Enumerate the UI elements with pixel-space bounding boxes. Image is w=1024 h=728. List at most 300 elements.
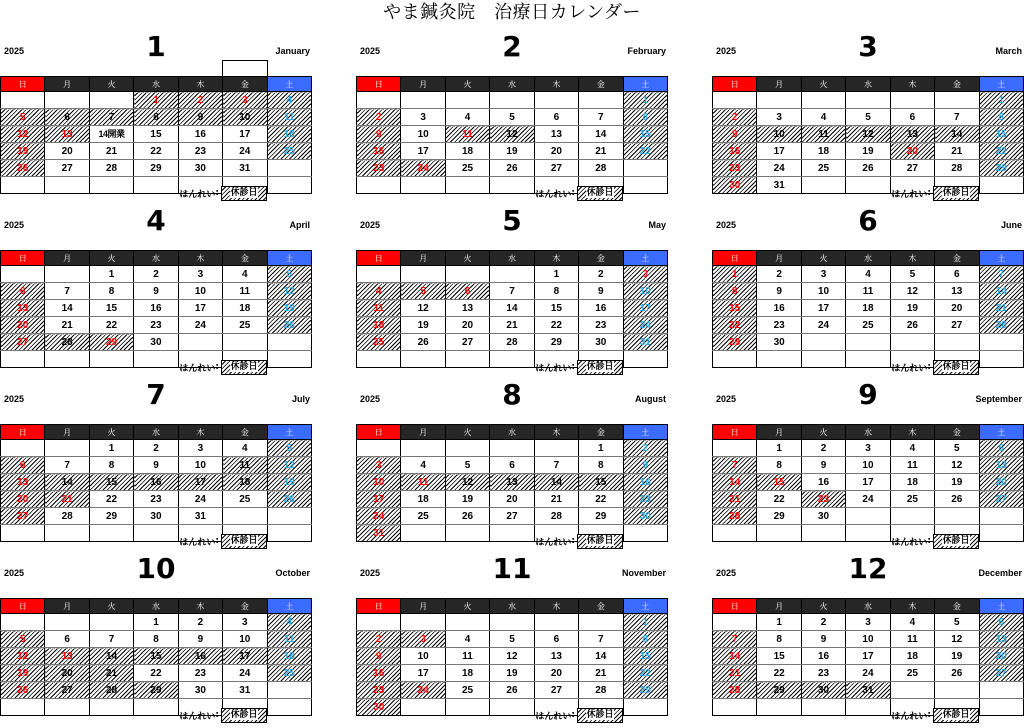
day-cell bbox=[267, 283, 311, 300]
day-number: 14 bbox=[995, 285, 1007, 297]
day-cell bbox=[178, 92, 222, 109]
day-cell bbox=[935, 283, 979, 300]
day-number: 16 bbox=[373, 145, 385, 157]
weekday-header: 木 bbox=[534, 77, 578, 92]
weekday-header: 木 bbox=[534, 251, 578, 266]
day-number: 23 bbox=[773, 319, 785, 331]
day-cell bbox=[357, 699, 401, 716]
day-number: 18 bbox=[461, 145, 474, 157]
day-number: 7 bbox=[998, 268, 1005, 280]
empty-cell bbox=[935, 92, 979, 109]
day-cell bbox=[45, 317, 89, 334]
day-number: 13 bbox=[550, 650, 562, 662]
legend-colon: : bbox=[927, 362, 931, 372]
day-cell bbox=[223, 648, 267, 665]
day-number: 30 bbox=[595, 336, 607, 348]
day-number: 23 bbox=[817, 667, 830, 679]
day-cell bbox=[846, 491, 890, 508]
day-cell bbox=[89, 126, 133, 143]
day-number: 9 bbox=[820, 633, 827, 645]
day-number: 22 bbox=[639, 667, 651, 679]
day-cell bbox=[1, 631, 45, 648]
day-cell bbox=[935, 266, 979, 283]
day-cell bbox=[178, 457, 222, 474]
day-cell bbox=[713, 300, 757, 317]
month-august bbox=[356, 378, 668, 552]
legend-closed-swatch bbox=[577, 534, 623, 549]
day-cell bbox=[801, 440, 845, 457]
day-cell bbox=[490, 109, 534, 126]
empty-cell bbox=[357, 266, 401, 283]
empty-cell bbox=[713, 614, 757, 631]
empty-cell bbox=[890, 92, 934, 109]
day-number: 16 bbox=[773, 302, 785, 314]
day-cell bbox=[935, 126, 979, 143]
day-number: 30 bbox=[194, 162, 206, 174]
day-number: 22 bbox=[729, 319, 741, 331]
weekday-header: 火 bbox=[445, 425, 489, 440]
day-number: 20 bbox=[995, 650, 1007, 662]
day-cell bbox=[89, 491, 133, 508]
weekday-header: 日 bbox=[713, 425, 757, 440]
day-cell bbox=[134, 665, 178, 682]
day-cell bbox=[134, 160, 178, 177]
weekday-header: 土 bbox=[267, 251, 311, 266]
day-cell bbox=[757, 631, 801, 648]
day-number: 22 bbox=[550, 319, 562, 331]
month-english-name: May bbox=[648, 220, 666, 230]
day-number: 17 bbox=[194, 476, 206, 488]
day-cell bbox=[935, 160, 979, 177]
legend-label: はんれい bbox=[535, 537, 572, 548]
day-number: 24 bbox=[417, 684, 429, 696]
day-cell bbox=[979, 317, 1023, 334]
legend-label: はんれい bbox=[535, 363, 572, 374]
day-cell bbox=[1, 334, 45, 351]
day-number: 11 bbox=[283, 633, 295, 645]
empty-cell bbox=[979, 682, 1023, 699]
day-cell bbox=[357, 491, 401, 508]
legend-closed-swatch bbox=[933, 186, 979, 201]
day-cell bbox=[579, 648, 623, 665]
day-number: 12 bbox=[283, 459, 295, 471]
day-cell bbox=[979, 491, 1023, 508]
day-cell bbox=[490, 474, 534, 491]
day-cell bbox=[45, 491, 89, 508]
day-number: 8 bbox=[998, 111, 1005, 123]
empty-cell bbox=[89, 614, 133, 631]
day-cell bbox=[713, 283, 757, 300]
day-number: 19 bbox=[17, 667, 29, 679]
day-number: 4 bbox=[909, 616, 916, 628]
day-cell bbox=[134, 682, 178, 699]
day-number: 22 bbox=[995, 145, 1007, 157]
legend-label: はんれい bbox=[179, 189, 216, 200]
day-number: 29 bbox=[105, 510, 118, 522]
empty-cell bbox=[579, 614, 623, 631]
empty-cell bbox=[89, 177, 133, 194]
day-cell bbox=[935, 474, 979, 491]
empty-cell bbox=[267, 508, 311, 525]
empty-cell bbox=[45, 440, 89, 457]
day-cell bbox=[45, 631, 89, 648]
empty-cell bbox=[490, 525, 534, 542]
legend-closed-swatch bbox=[577, 360, 623, 375]
month-header bbox=[356, 30, 668, 74]
day-cell bbox=[267, 648, 311, 665]
day-number: 26 bbox=[951, 667, 963, 679]
legend-label: はんれい bbox=[891, 537, 928, 548]
month-header bbox=[356, 204, 668, 248]
day-number: 21 bbox=[105, 667, 118, 679]
day-cell bbox=[490, 682, 534, 699]
month-year: 2025 bbox=[4, 220, 25, 230]
day-cell bbox=[979, 614, 1023, 631]
day-cell bbox=[267, 457, 311, 474]
empty-cell bbox=[445, 351, 489, 368]
day-cell bbox=[401, 491, 445, 508]
day-number: 7 bbox=[553, 459, 560, 471]
empty-cell bbox=[935, 508, 979, 525]
day-number: 29 bbox=[150, 162, 162, 174]
day-cell bbox=[623, 631, 667, 648]
day-number: 14開業 bbox=[98, 128, 125, 139]
month-september bbox=[712, 378, 1024, 552]
day-number: 21 bbox=[550, 493, 562, 505]
day-number: 20 bbox=[906, 145, 918, 157]
day-number: 1 bbox=[642, 94, 649, 106]
day-cell bbox=[801, 160, 845, 177]
day-number: 10 bbox=[639, 285, 651, 297]
day-number: 16 bbox=[595, 302, 607, 314]
day-number: 29 bbox=[550, 336, 562, 348]
empty-cell bbox=[801, 699, 845, 716]
empty-cell bbox=[89, 351, 133, 368]
day-cell bbox=[757, 491, 801, 508]
day-cell bbox=[713, 648, 757, 665]
day-cell bbox=[178, 474, 222, 491]
day-cell bbox=[713, 457, 757, 474]
day-number: 2 bbox=[820, 442, 827, 454]
empty-cell bbox=[713, 525, 757, 542]
day-number: 1 bbox=[153, 616, 159, 628]
day-cell bbox=[534, 665, 578, 682]
weekday-header: 土 bbox=[979, 599, 1023, 614]
day-number: 6 bbox=[954, 268, 960, 280]
day-cell bbox=[713, 177, 757, 194]
day-number: 2 bbox=[153, 442, 159, 454]
day-cell bbox=[623, 334, 667, 351]
day-number: 18 bbox=[906, 650, 918, 662]
legend-colon: : bbox=[571, 536, 575, 546]
day-number: 7 bbox=[509, 285, 515, 297]
empty-cell bbox=[623, 351, 667, 368]
empty-cell bbox=[45, 92, 89, 109]
day-number: 9 bbox=[153, 459, 159, 471]
day-cell bbox=[846, 143, 890, 160]
day-cell bbox=[890, 474, 934, 491]
legend-closed-label: 休診日 bbox=[230, 535, 258, 546]
legend-closed-swatch bbox=[221, 534, 267, 549]
day-number: 26 bbox=[17, 162, 29, 174]
day-cell bbox=[890, 317, 934, 334]
empty-cell bbox=[45, 699, 89, 716]
day-number: 28 bbox=[729, 510, 741, 522]
day-number: 5 bbox=[19, 633, 26, 645]
day-cell bbox=[757, 648, 801, 665]
weekday-header: 月 bbox=[45, 251, 89, 266]
legend-label: はんれい bbox=[535, 711, 572, 722]
day-number: 23 bbox=[639, 493, 651, 505]
day-number: 12 bbox=[906, 285, 918, 297]
day-number: 9 bbox=[642, 459, 649, 471]
day-number: 8 bbox=[642, 111, 649, 123]
day-number: 3 bbox=[865, 616, 871, 628]
month-year: 2025 bbox=[4, 394, 25, 404]
legend-closed-swatch bbox=[221, 708, 267, 723]
day-cell bbox=[623, 474, 667, 491]
empty-cell bbox=[1, 266, 45, 283]
day-number: 10 bbox=[373, 476, 385, 488]
weekday-header: 水 bbox=[134, 77, 178, 92]
day-number: 22 bbox=[773, 667, 785, 679]
weekday-header: 木 bbox=[178, 251, 222, 266]
day-number: 3 bbox=[242, 616, 248, 628]
empty-cell bbox=[267, 351, 311, 368]
day-number: 25 bbox=[862, 319, 874, 331]
day-number: 21 bbox=[595, 145, 607, 157]
day-cell bbox=[445, 648, 489, 665]
day-cell bbox=[490, 160, 534, 177]
day-number: 14 bbox=[951, 128, 963, 140]
day-number: 12 bbox=[506, 128, 518, 140]
day-number: 8 bbox=[776, 459, 782, 471]
day-cell bbox=[579, 457, 623, 474]
empty-cell bbox=[134, 351, 178, 368]
day-number: 19 bbox=[417, 319, 429, 331]
day-number: 24 bbox=[862, 493, 874, 505]
day-cell bbox=[89, 474, 133, 491]
weekday-header: 金 bbox=[223, 251, 267, 266]
day-number: 17 bbox=[817, 302, 830, 314]
empty-cell bbox=[935, 682, 979, 699]
day-cell bbox=[134, 143, 178, 160]
day-cell bbox=[134, 491, 178, 508]
day-cell bbox=[490, 283, 534, 300]
day-number: 30 bbox=[639, 510, 651, 522]
day-number: 11 bbox=[907, 633, 918, 645]
day-number: 31 bbox=[373, 527, 385, 539]
day-cell bbox=[401, 457, 445, 474]
day-cell bbox=[935, 614, 979, 631]
day-cell bbox=[579, 631, 623, 648]
day-cell bbox=[267, 474, 311, 491]
month-year: 2025 bbox=[360, 394, 381, 404]
month-table bbox=[356, 250, 668, 368]
day-cell bbox=[134, 440, 178, 457]
weekday-header: 金 bbox=[579, 599, 623, 614]
weekday-header: 土 bbox=[979, 251, 1023, 266]
day-number: 3 bbox=[375, 459, 382, 471]
day-number: 14 bbox=[105, 650, 118, 662]
day-cell bbox=[134, 283, 178, 300]
day-number: 9 bbox=[375, 128, 382, 140]
day-number: 18 bbox=[417, 493, 429, 505]
day-number: 23 bbox=[817, 493, 830, 505]
day-cell bbox=[89, 300, 133, 317]
day-cell bbox=[267, 631, 311, 648]
month-year: 2025 bbox=[4, 568, 25, 578]
month-year: 2025 bbox=[716, 394, 737, 404]
month-table bbox=[356, 424, 668, 542]
day-number: 29 bbox=[995, 162, 1007, 174]
day-number: 15 bbox=[595, 476, 607, 488]
weekday-header: 月 bbox=[757, 425, 801, 440]
legend-closed-swatch bbox=[221, 186, 267, 201]
day-cell bbox=[579, 109, 623, 126]
legend-closed-label: 休診日 bbox=[942, 187, 970, 198]
day-number: 11 bbox=[417, 476, 429, 488]
day-cell bbox=[579, 283, 623, 300]
day-number: 19 bbox=[862, 145, 874, 157]
day-cell bbox=[490, 317, 534, 334]
day-cell bbox=[223, 474, 267, 491]
day-cell bbox=[134, 317, 178, 334]
day-number: 16 bbox=[373, 667, 385, 679]
day-cell bbox=[935, 648, 979, 665]
empty-cell bbox=[445, 92, 489, 109]
day-number: 9 bbox=[197, 111, 204, 123]
month-year: 2025 bbox=[716, 568, 737, 578]
weekday-header: 土 bbox=[623, 425, 667, 440]
weekday-header: 水 bbox=[490, 77, 534, 92]
day-number: 31 bbox=[239, 684, 251, 696]
day-number: 20 bbox=[550, 145, 562, 157]
day-number: 10 bbox=[417, 128, 429, 140]
day-cell bbox=[623, 266, 667, 283]
weekday-header: 木 bbox=[534, 425, 578, 440]
day-cell bbox=[890, 648, 934, 665]
day-number: 4 bbox=[820, 111, 827, 123]
legend-closed-swatch bbox=[933, 534, 979, 549]
day-cell bbox=[267, 440, 311, 457]
day-cell bbox=[534, 457, 578, 474]
day-number: 11 bbox=[373, 302, 384, 314]
day-number: 31 bbox=[639, 336, 651, 348]
weekday-header: 日 bbox=[1, 77, 45, 92]
empty-cell bbox=[801, 525, 845, 542]
day-cell bbox=[579, 317, 623, 334]
day-cell bbox=[89, 334, 133, 351]
day-cell bbox=[357, 126, 401, 143]
day-cell bbox=[757, 508, 801, 525]
day-cell bbox=[1, 648, 45, 665]
day-number: 25 bbox=[817, 162, 830, 174]
day-cell bbox=[45, 126, 89, 143]
day-cell bbox=[579, 160, 623, 177]
day-cell bbox=[134, 266, 178, 283]
day-cell bbox=[890, 614, 934, 631]
legend-colon: : bbox=[571, 362, 575, 372]
day-number: 8 bbox=[108, 459, 115, 471]
day-cell bbox=[757, 109, 801, 126]
day-cell bbox=[623, 317, 667, 334]
day-cell bbox=[445, 508, 489, 525]
empty-cell bbox=[267, 177, 311, 194]
legend-label: はんれい bbox=[891, 711, 928, 722]
weekday-header: 土 bbox=[267, 77, 311, 92]
weekday-header: 火 bbox=[445, 77, 489, 92]
day-cell bbox=[89, 160, 133, 177]
weekday-header: 水 bbox=[846, 251, 890, 266]
legend-colon: : bbox=[927, 710, 931, 720]
day-number: 21 bbox=[61, 493, 73, 505]
day-number: 25 bbox=[417, 510, 429, 522]
day-number: 24 bbox=[417, 162, 429, 174]
day-cell bbox=[178, 317, 222, 334]
empty-cell bbox=[445, 177, 489, 194]
day-number: 25 bbox=[906, 667, 918, 679]
legend bbox=[535, 360, 623, 374]
day-number: 19 bbox=[506, 145, 518, 157]
day-number: 8 bbox=[153, 633, 159, 645]
day-cell bbox=[134, 648, 178, 665]
day-number: 28 bbox=[105, 162, 118, 174]
day-number: 27 bbox=[995, 667, 1007, 679]
day-cell bbox=[757, 665, 801, 682]
day-cell bbox=[223, 682, 267, 699]
day-cell bbox=[801, 126, 845, 143]
weekday-header: 土 bbox=[979, 77, 1023, 92]
day-number: 29 bbox=[639, 684, 651, 696]
day-number: 2 bbox=[776, 268, 782, 280]
day-number: 5 bbox=[19, 111, 26, 123]
day-number: 3 bbox=[420, 111, 426, 123]
legend bbox=[891, 534, 979, 548]
day-cell bbox=[45, 143, 89, 160]
day-number: 24 bbox=[773, 162, 785, 174]
day-number: 12 bbox=[417, 302, 429, 314]
day-number: 15 bbox=[995, 128, 1007, 140]
day-number: 9 bbox=[153, 285, 159, 297]
day-cell bbox=[223, 160, 267, 177]
day-cell bbox=[178, 143, 222, 160]
day-cell bbox=[579, 126, 623, 143]
day-cell bbox=[267, 143, 311, 160]
empty-cell bbox=[713, 699, 757, 716]
day-cell bbox=[979, 126, 1023, 143]
legend-colon: : bbox=[215, 362, 219, 372]
day-number: 6 bbox=[909, 111, 916, 123]
day-number: 15 bbox=[639, 128, 651, 140]
day-number: 15 bbox=[550, 302, 562, 314]
day-number: 18 bbox=[817, 145, 830, 157]
day-cell bbox=[534, 648, 578, 665]
month-number: 4 bbox=[146, 204, 166, 237]
day-cell bbox=[890, 266, 934, 283]
month-number: 2 bbox=[502, 30, 522, 63]
month-number: 6 bbox=[858, 204, 878, 237]
day-number: 25 bbox=[283, 667, 295, 679]
month-november bbox=[356, 552, 668, 726]
day-cell bbox=[534, 682, 578, 699]
weekday-header: 日 bbox=[357, 599, 401, 614]
weekday-header: 日 bbox=[713, 251, 757, 266]
day-cell bbox=[623, 508, 667, 525]
legend-closed-label: 休診日 bbox=[586, 361, 614, 372]
month-number: 10 bbox=[136, 552, 176, 585]
day-number: 27 bbox=[17, 510, 29, 522]
